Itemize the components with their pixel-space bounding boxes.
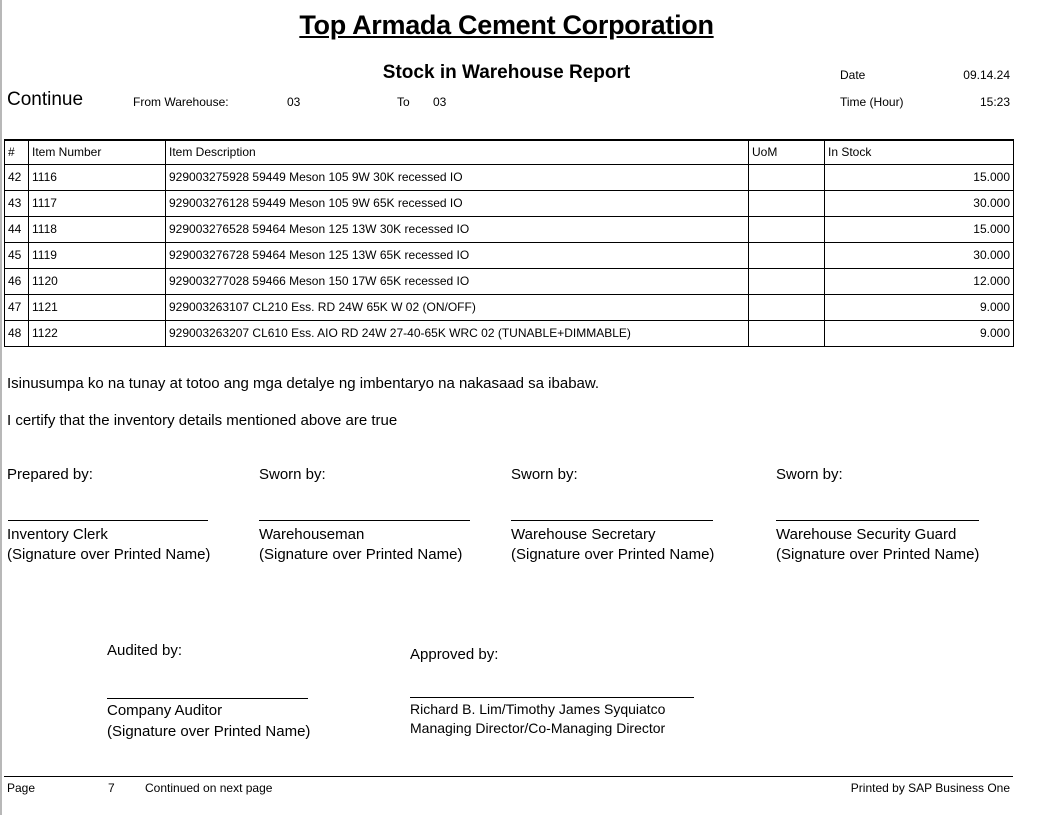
audited-by-label: Audited by: [107,642,183,659]
certification-filipino: Isinusumpa ko na tunay at totoo ang mga detalye ng imbentaryo na nakasaad sa ibabaw. [7,375,600,392]
sworn-by-label-1: Sworn by: [259,466,326,483]
page-number: 7 [108,781,115,795]
table-row [5,191,1014,217]
sworn-by-label-3: Sworn by: [776,466,843,483]
table-header-row [5,140,1014,165]
approver-names: Richard B. Lim/Timothy James Syquiatco [410,701,666,717]
time-value: 15:23 [979,95,1010,109]
from-warehouse-value: 03 [287,95,301,109]
sworn-signature-line-2 [511,520,713,521]
prepared-by-label: Prepared by: [7,466,93,483]
approved-signature-line [410,697,694,698]
sworn-signature-line-1 [259,520,470,521]
table-row [5,243,1014,269]
sworn-by-label-2: Sworn by: [511,466,578,483]
approved-by-label: Approved by: [410,646,499,663]
sworn-role-2: Warehouse Secretary [511,526,656,543]
item-number: 1120 [29,269,166,295]
item-description: 929003263107 CL210 Ess. RD 24W 65K W 02 (ON/OFF) [166,295,749,321]
sworn-role-3: Warehouse Security Guard [776,526,957,543]
audited-role: Company Auditor [107,702,223,719]
prepared-role: Inventory Clerk [7,526,108,543]
audited-signature-line [107,698,308,699]
item-description: 929003276528 59464 Meson 125 13W 30K recessed IO [166,217,749,243]
sworn-signature-line-3 [776,520,979,521]
prepared-note: (Signature over Printed Name) [7,546,211,563]
audited-note: (Signature over Printed Name) [107,723,311,740]
item-uom [749,191,825,217]
row-number: 46 [5,269,29,295]
date-label: Date [840,68,866,82]
to-warehouse-value: 03 [433,95,447,109]
item-description: 929003277028 59466 Meson 150 17W 65K recessed IO [166,269,749,295]
column-header-number: # [5,140,29,165]
row-number: 48 [5,321,29,347]
item-description: 929003263207 CL610 Ess. AIO RD 24W 27-40-65K WRC 02 (TUNABLE+DIMMABLE) [166,321,749,347]
item-number: 1122 [29,321,166,347]
item-uom [749,165,825,191]
company-name: Top Armada Cement Corporation [299,10,714,40]
approver-titles: Managing Director/Co-Managing Director [410,720,666,736]
in-stock-qty: 15.000 [825,165,1014,191]
item-number: 1119 [29,243,166,269]
printed-by: Printed by SAP Business One [850,781,1010,795]
item-number: 1118 [29,217,166,243]
row-number: 45 [5,243,29,269]
sworn-note-1: (Signature over Printed Name) [259,546,463,563]
in-stock-qty: 12.000 [825,269,1014,295]
item-uom [749,217,825,243]
table-row [5,321,1014,347]
date-value: 09.14.24 [963,68,1010,82]
footer-divider [4,776,1013,777]
continued-note: Continued on next page [145,781,273,795]
item-number: 1117 [29,191,166,217]
row-number: 44 [5,217,29,243]
item-uom [749,295,825,321]
table-row [5,217,1014,243]
row-number: 43 [5,191,29,217]
sworn-note-3: (Signature over Printed Name) [776,546,980,563]
row-number: 42 [5,165,29,191]
table-row [5,269,1014,295]
report-title: Stock in Warehouse Report [382,62,631,83]
item-number: 1116 [29,165,166,191]
to-label: To [397,95,410,109]
table-row [5,165,1014,191]
sworn-role-1: Warehouseman [259,526,365,543]
certification-english: I certify that the inventory details mentioned above are true [7,412,398,429]
in-stock-qty: 30.000 [825,243,1014,269]
column-header-item-number: Item Number [29,140,166,165]
sworn-note-2: (Signature over Printed Name) [511,546,715,563]
item-number: 1121 [29,295,166,321]
table-row [5,295,1014,321]
in-stock-qty: 9.000 [825,295,1014,321]
item-description: 929003276728 59464 Meson 125 13W 65K recessed IO [166,243,749,269]
column-header-in-stock: In Stock [825,140,1014,165]
column-header-item-description: Item Description [166,140,749,165]
page-label: Page [7,781,36,795]
stock-table [4,139,1014,347]
column-header-uom: UoM [749,140,825,165]
item-uom [749,321,825,347]
continue-label: Continue [7,89,84,110]
in-stock-qty: 30.000 [825,191,1014,217]
time-label: Time (Hour) [840,95,904,109]
in-stock-qty: 15.000 [825,217,1014,243]
from-warehouse-label: From Warehouse: [133,95,229,109]
viewer-left-border [0,0,2,815]
prepared-signature-line [8,520,208,521]
in-stock-qty: 9.000 [825,321,1014,347]
item-uom [749,243,825,269]
row-number: 47 [5,295,29,321]
item-description: 929003276128 59449 Meson 105 9W 65K recessed IO [166,191,749,217]
item-description: 929003275928 59449 Meson 105 9W 30K recessed IO [166,165,749,191]
item-uom [749,269,825,295]
